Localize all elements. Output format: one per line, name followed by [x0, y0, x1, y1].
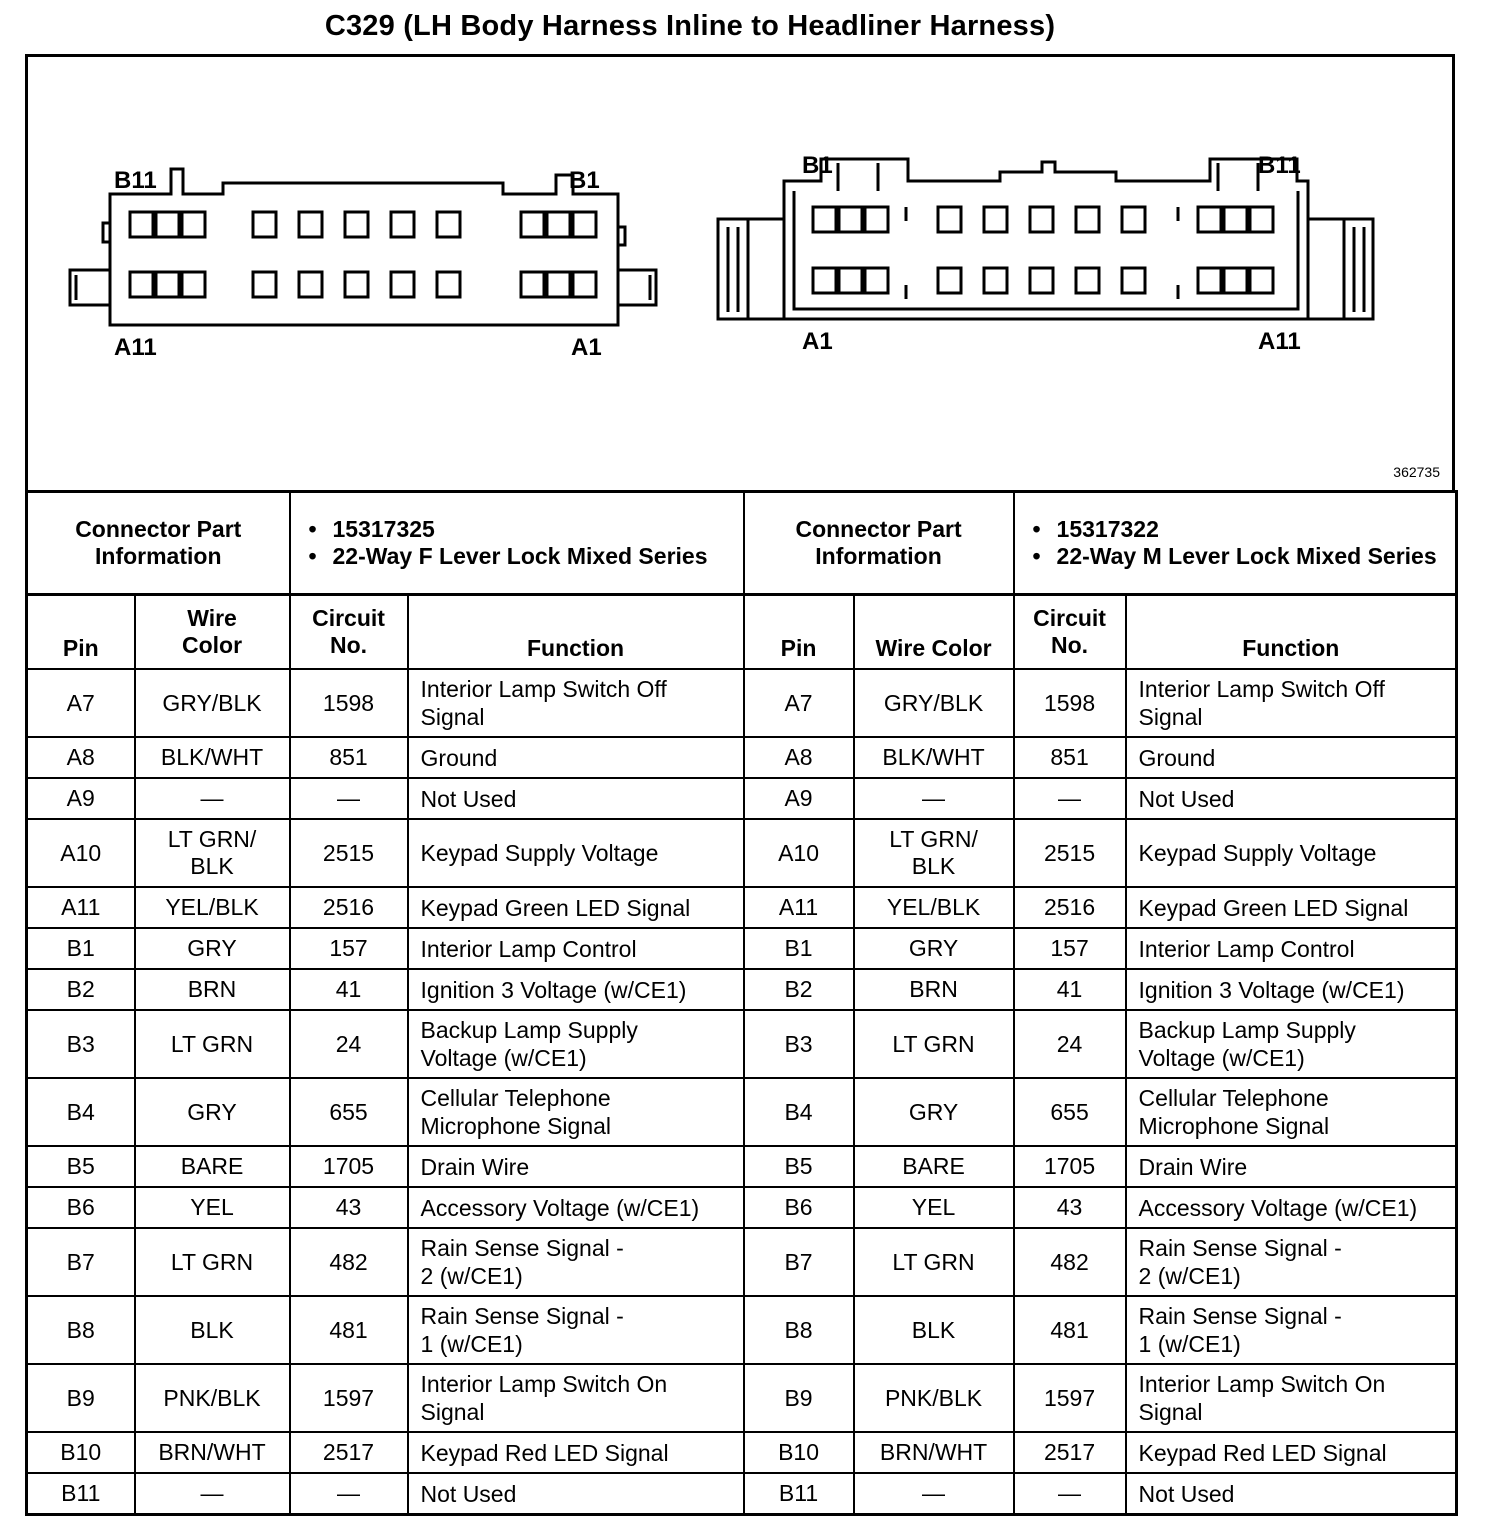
table-row — [27, 1432, 1457, 1473]
function-cell: Cellular Telephone Microphone Signal — [1126, 1078, 1457, 1146]
function-cell: Ground — [1126, 737, 1457, 778]
wire-color-cell: BARE — [135, 1146, 290, 1187]
connector-info-row — [27, 492, 1457, 595]
pin-cell: B5 — [744, 1146, 854, 1187]
wire-color-cell: PNK/BLK — [135, 1364, 290, 1432]
header-wire-left: Wire Color — [135, 595, 290, 670]
info-label-left: Connector Part Information — [27, 492, 290, 595]
circuit-cell: 851 — [1014, 737, 1126, 778]
table-row — [27, 887, 1457, 928]
function-cell: Keypad Supply Voltage — [1126, 819, 1457, 887]
circuit-cell: 1705 — [1014, 1146, 1126, 1187]
pin-cavity — [299, 272, 322, 297]
function-cell: Keypad Green LED Signal — [1126, 887, 1457, 928]
function-cell: Keypad Red LED Signal — [1126, 1432, 1457, 1473]
wire-color-cell: BRN — [135, 969, 290, 1010]
header-pin-left: Pin — [27, 595, 135, 670]
function-cell: Interior Lamp Switch On Signal — [408, 1364, 744, 1432]
wire-color-cell: BRN/WHT — [135, 1432, 290, 1473]
table-row — [27, 778, 1457, 819]
pin-cell: A10 — [744, 819, 854, 887]
info-items-left — [290, 492, 744, 595]
circuit-cell: 655 — [290, 1078, 408, 1146]
left-label-b1: B1 — [569, 167, 600, 194]
pin-cavity — [1076, 207, 1099, 232]
right-label-a1: A1 — [802, 328, 833, 355]
circuit-cell: 2515 — [1014, 819, 1126, 887]
table-row — [27, 1146, 1457, 1187]
circuit-cell: 41 — [1014, 969, 1126, 1010]
pin-cell: B7 — [27, 1228, 135, 1296]
function-cell: Not Used — [408, 1473, 744, 1515]
pin-cell: A7 — [27, 669, 135, 737]
table-row — [27, 969, 1457, 1010]
wire-color-cell: — — [854, 1473, 1014, 1515]
header-circuit-right: Circuit No. — [1014, 595, 1126, 670]
function-cell: Not Used — [1126, 1473, 1457, 1515]
wire-color-cell: LT GRN — [854, 1010, 1014, 1078]
pin-cell: B2 — [744, 969, 854, 1010]
circuit-cell: 1705 — [290, 1146, 408, 1187]
pin-cell: B9 — [27, 1364, 135, 1432]
wire-color-cell: BLK — [135, 1296, 290, 1364]
table-row — [27, 1010, 1457, 1078]
wire-color-cell: LT GRN/ BLK — [854, 819, 1014, 887]
wire-color-cell: YEL — [135, 1187, 290, 1228]
circuit-cell: 157 — [290, 928, 408, 969]
pin-cavity — [865, 268, 888, 293]
pin-cavity — [130, 272, 153, 297]
function-cell: Not Used — [408, 778, 744, 819]
pin-cell: A8 — [744, 737, 854, 778]
pin-cell: B1 — [744, 928, 854, 969]
circuit-cell: 2516 — [290, 887, 408, 928]
pin-cell: B6 — [744, 1187, 854, 1228]
pinout-rows — [27, 669, 1457, 1515]
connector-diagram — [28, 57, 1452, 493]
connector-type-left: • 22-Way F Lever Lock Mixed Series — [295, 543, 739, 570]
pin-cavity — [865, 207, 888, 232]
function-cell: Cellular Telephone Microphone Signal — [408, 1078, 744, 1146]
function-cell: Backup Lamp Supply Voltage (w/CE1) — [1126, 1010, 1457, 1078]
circuit-cell: 1598 — [290, 669, 408, 737]
function-cell: Keypad Green LED Signal — [408, 887, 744, 928]
circuit-cell: 482 — [1014, 1228, 1126, 1296]
wire-color-cell: LT GRN — [135, 1228, 290, 1296]
function-cell: Ignition 3 Voltage (w/CE1) — [1126, 969, 1457, 1010]
table-row — [27, 669, 1457, 737]
pin-cavity — [391, 212, 414, 237]
pin-cavity — [1030, 268, 1053, 293]
info-items-right — [1014, 492, 1457, 595]
pin-cavity — [391, 272, 414, 297]
function-cell: Rain Sense Signal - 1 (w/CE1) — [408, 1296, 744, 1364]
function-cell: Rain Sense Signal - 1 (w/CE1) — [1126, 1296, 1457, 1364]
pin-cell: B2 — [27, 969, 135, 1010]
function-cell: Accessory Voltage (w/CE1) — [1126, 1187, 1457, 1228]
pin-cavity — [1198, 268, 1221, 293]
circuit-cell: — — [1014, 778, 1126, 819]
header-wire-right: Wire Color — [854, 595, 1014, 670]
circuit-cell: 1598 — [1014, 669, 1126, 737]
function-cell: Interior Lamp Switch On Signal — [1126, 1364, 1457, 1432]
pin-cell: B10 — [744, 1432, 854, 1473]
pin-cell: B11 — [27, 1473, 135, 1515]
function-cell: Interior Lamp Control — [1126, 928, 1457, 969]
pinout-table — [25, 490, 1458, 1516]
page-title: C329 (LH Body Harness Inline to Headliner Harness) — [324, 10, 1056, 42]
wire-color-cell: PNK/BLK — [854, 1364, 1014, 1432]
pin-cell: A8 — [27, 737, 135, 778]
wire-color-cell: — — [135, 1473, 290, 1515]
wire-color-cell: — — [135, 778, 290, 819]
pin-cell: B11 — [744, 1473, 854, 1515]
pin-cell: B5 — [27, 1146, 135, 1187]
right-label-b11: B11 — [1258, 152, 1301, 179]
wire-color-cell: BLK — [854, 1296, 1014, 1364]
info-label-right: Connector Part Information — [744, 492, 1014, 595]
pin-cavity — [299, 212, 322, 237]
circuit-cell: 24 — [1014, 1010, 1126, 1078]
wire-color-cell: LT GRN — [854, 1228, 1014, 1296]
pin-cavity — [345, 212, 368, 237]
left-label-a11: A11 — [114, 334, 157, 361]
pin-cavity — [547, 212, 570, 237]
function-cell: Not Used — [1126, 778, 1457, 819]
circuit-cell: 482 — [290, 1228, 408, 1296]
pin-cavity — [1250, 268, 1273, 293]
right-connector-drawing — [718, 159, 1373, 319]
pin-cavity — [1076, 268, 1099, 293]
wire-color-cell: LT GRN — [135, 1010, 290, 1078]
pin-cell: A7 — [744, 669, 854, 737]
table-header-row — [27, 595, 1457, 670]
pin-cavity — [182, 212, 205, 237]
circuit-cell: 1597 — [290, 1364, 408, 1432]
circuit-cell: 43 — [290, 1187, 408, 1228]
function-cell: Drain Wire — [1126, 1146, 1457, 1187]
pin-cavity — [984, 268, 1007, 293]
table-row — [27, 737, 1457, 778]
wire-color-cell: LT GRN/ BLK — [135, 819, 290, 887]
circuit-cell: 2515 — [290, 819, 408, 887]
wire-color-cell: GRY/BLK — [135, 669, 290, 737]
circuit-cell: 43 — [1014, 1187, 1126, 1228]
wire-color-cell: YEL/BLK — [135, 887, 290, 928]
wire-color-cell: BLK/WHT — [854, 737, 1014, 778]
pin-cavity — [938, 268, 961, 293]
pin-cavity — [1250, 207, 1273, 232]
pin-cavity — [1224, 207, 1247, 232]
circuit-cell: 24 — [290, 1010, 408, 1078]
pin-cell: B1 — [27, 928, 135, 969]
wire-color-cell: YEL — [854, 1187, 1014, 1228]
table-row — [27, 1078, 1457, 1146]
table-row — [27, 1187, 1457, 1228]
pin-cavity — [984, 207, 1007, 232]
pin-cavity — [521, 272, 544, 297]
pin-cell: B10 — [27, 1432, 135, 1473]
pin-cavity — [1122, 268, 1145, 293]
circuit-cell: 851 — [290, 737, 408, 778]
wire-color-cell: BRN — [854, 969, 1014, 1010]
pin-cavity — [345, 272, 368, 297]
pin-cavity — [547, 272, 570, 297]
circuit-cell: — — [290, 1473, 408, 1515]
wire-color-cell: GRY/BLK — [854, 669, 1014, 737]
pin-cavity — [437, 212, 460, 237]
table-row — [27, 928, 1457, 969]
right-label-b1: B1 — [802, 152, 833, 179]
table-row — [27, 1473, 1457, 1515]
pin-cell: B8 — [27, 1296, 135, 1364]
pin-cavity — [1198, 207, 1221, 232]
circuit-cell: 655 — [1014, 1078, 1126, 1146]
pin-cell: A11 — [27, 887, 135, 928]
pin-cavity — [156, 212, 179, 237]
header-function-left: Function — [408, 595, 744, 670]
table-row — [27, 1228, 1457, 1296]
pin-cavity — [156, 272, 179, 297]
function-cell: Interior Lamp Switch Off Signal — [1126, 669, 1457, 737]
part-number-left: • 15317325 — [295, 516, 739, 543]
wire-color-cell: GRY — [135, 1078, 290, 1146]
header-function-right: Function — [1126, 595, 1457, 670]
wire-color-cell: GRY — [854, 1078, 1014, 1146]
wire-color-cell: BRN/WHT — [854, 1432, 1014, 1473]
pin-cavity — [253, 272, 276, 297]
pin-cavity — [938, 207, 961, 232]
function-cell: Drain Wire — [408, 1146, 744, 1187]
right-label-a11: A11 — [1258, 328, 1301, 355]
function-cell: Keypad Red LED Signal — [408, 1432, 744, 1473]
circuit-cell: 2517 — [290, 1432, 408, 1473]
circuit-cell: 157 — [1014, 928, 1126, 969]
pin-cavity — [573, 272, 596, 297]
figure-id: 362735 — [1393, 464, 1440, 480]
function-cell: Accessory Voltage (w/CE1) — [408, 1187, 744, 1228]
pin-cavity — [813, 207, 836, 232]
circuit-cell: 1597 — [1014, 1364, 1126, 1432]
pin-cavity — [521, 212, 544, 237]
pin-cavity — [1122, 207, 1145, 232]
pin-cell: B4 — [27, 1078, 135, 1146]
pin-cell: B9 — [744, 1364, 854, 1432]
function-cell: Interior Lamp Control — [408, 928, 744, 969]
function-cell: Rain Sense Signal - 2 (w/CE1) — [408, 1228, 744, 1296]
pin-cell: A10 — [27, 819, 135, 887]
pin-cell: A9 — [27, 778, 135, 819]
pin-cavity — [839, 268, 862, 293]
pin-cell: B6 — [27, 1187, 135, 1228]
pin-cavity — [130, 212, 153, 237]
function-cell: Keypad Supply Voltage — [408, 819, 744, 887]
connector-diagram-panel — [25, 54, 1455, 490]
circuit-cell: 41 — [290, 969, 408, 1010]
pin-cavity — [813, 268, 836, 293]
circuit-cell: — — [290, 778, 408, 819]
wire-color-cell: BLK/WHT — [135, 737, 290, 778]
table-row — [27, 1296, 1457, 1364]
pin-cavity — [1030, 207, 1053, 232]
pin-cavity — [437, 272, 460, 297]
function-cell: Ground — [408, 737, 744, 778]
wire-color-cell: YEL/BLK — [854, 887, 1014, 928]
pin-cell: B7 — [744, 1228, 854, 1296]
part-number-right: • 15317322 — [1019, 516, 1452, 543]
function-cell: Rain Sense Signal - 2 (w/CE1) — [1126, 1228, 1457, 1296]
pin-cavity — [253, 212, 276, 237]
pin-cavity — [839, 207, 862, 232]
pin-cell: B3 — [744, 1010, 854, 1078]
pin-cavity — [1224, 268, 1247, 293]
wire-color-cell: BARE — [854, 1146, 1014, 1187]
pin-cavity — [573, 212, 596, 237]
function-cell: Ignition 3 Voltage (w/CE1) — [408, 969, 744, 1010]
header-circuit-left: Circuit No. — [290, 595, 408, 670]
pin-cell: A11 — [744, 887, 854, 928]
function-cell: Interior Lamp Switch Off Signal — [408, 669, 744, 737]
circuit-cell: — — [1014, 1473, 1126, 1515]
table-row — [27, 1364, 1457, 1432]
left-label-b11: B11 — [114, 167, 157, 194]
circuit-cell: 2516 — [1014, 887, 1126, 928]
pin-cell: B4 — [744, 1078, 854, 1146]
pin-cavity — [182, 272, 205, 297]
header-pin-right: Pin — [744, 595, 854, 670]
wire-color-cell: — — [854, 778, 1014, 819]
circuit-cell: 2517 — [1014, 1432, 1126, 1473]
circuit-cell: 481 — [1014, 1296, 1126, 1364]
connector-type-right: • 22-Way M Lever Lock Mixed Series — [1019, 543, 1452, 570]
left-label-a1: A1 — [571, 334, 602, 361]
table-row — [27, 819, 1457, 887]
function-cell: Backup Lamp Supply Voltage (w/CE1) — [408, 1010, 744, 1078]
pin-cell: A9 — [744, 778, 854, 819]
wire-color-cell: GRY — [854, 928, 1014, 969]
pin-cell: B3 — [27, 1010, 135, 1078]
wire-color-cell: GRY — [135, 928, 290, 969]
pin-cell: B8 — [744, 1296, 854, 1364]
circuit-cell: 481 — [290, 1296, 408, 1364]
